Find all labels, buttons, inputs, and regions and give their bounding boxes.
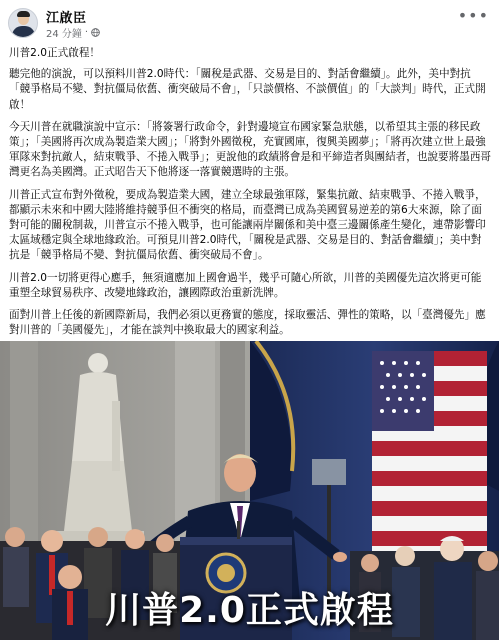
author-name[interactable]: 江啟臣 — [46, 11, 87, 26]
paragraph-1: 聽完他的演說，可以預料川普2.0時代：「關稅是武器、交易是目的、對話會繼續」。此外，美中對抗「競爭格局不變、對抗僵局依舊、衝突破局不會」，「只談價格、不談價值」的「大談判」時代，正式開啟！ — [9, 68, 486, 111]
post-body — [9, 46, 491, 368]
post-header — [0, 0, 499, 42]
paragraph-5: 面對川普上任後的新國際新局，我們必須以更務實的態度，採取靈活、彈性的策略，以「臺灣優先」應對川普的「美國優先」，才能在談判中換取最大的國家利益。 — [9, 309, 486, 337]
post-time[interactable]: 24 分鐘 — [46, 29, 82, 40]
author-avatar[interactable] — [8, 8, 38, 38]
paragraph-2: 今天川普在就職演說中宣示：「將簽署行政命令，針對邊境宣布國家緊急狀態，以希望其主張的移民政策」；「美國將再次成為製造業大國」；「將對外國徵稅，充實國庫，復興美國夢」；「將再次建立世上最強軍隊來對抗敵人，結束戰爭、不捲入戰爭」；更說他的政績將會是和平締造者與團結者，也說要將墨西哥灣更名為美國灣。正式昭告天下他將逐一落實競選時的主張。 — [9, 120, 492, 179]
paragraph-4: 川普2.0一切將更得心應手，無須適應加上國會過半，幾乎可隨心所欲，川普的美國優先這次將更可能重塑全球貿易秩序、改變地緣政治，讓國際政治重新洗牌。 — [9, 271, 482, 299]
post-title: 川普2.0正式啟程！ — [9, 47, 101, 59]
us-flag — [372, 351, 487, 551]
more-options-icon[interactable]: ••• — [457, 6, 489, 25]
photo-overlay-title: 川普2.0正式啟程 — [105, 590, 394, 631]
post-meta: 24 分鐘 · — [46, 25, 100, 40]
paragraph-3: 川普正式宣布對外徵稅，要成為製造業大國，建立全球最強軍隊，緊集抗敵、結束戰爭、不捲入戰爭，都顯示未來和中國大陸將維持競爭但不衝突的格局，而臺灣已成為美國貿易逆差的第6大來源，除了面對可能的關稅制裁，川普宣示不捲入戰爭，也可能讓兩岸關係和美中臺三邊關係產生變化，連帶影響印太區域穩定與全球地緣政治。可預見川普2.0時代，「關稅是武器、交易是目的、對話會繼續」；美中對抗是「競爭格局不變、對抗僵局依舊、衝突破局不會」。 — [9, 188, 486, 262]
globe-icon — [91, 28, 100, 37]
